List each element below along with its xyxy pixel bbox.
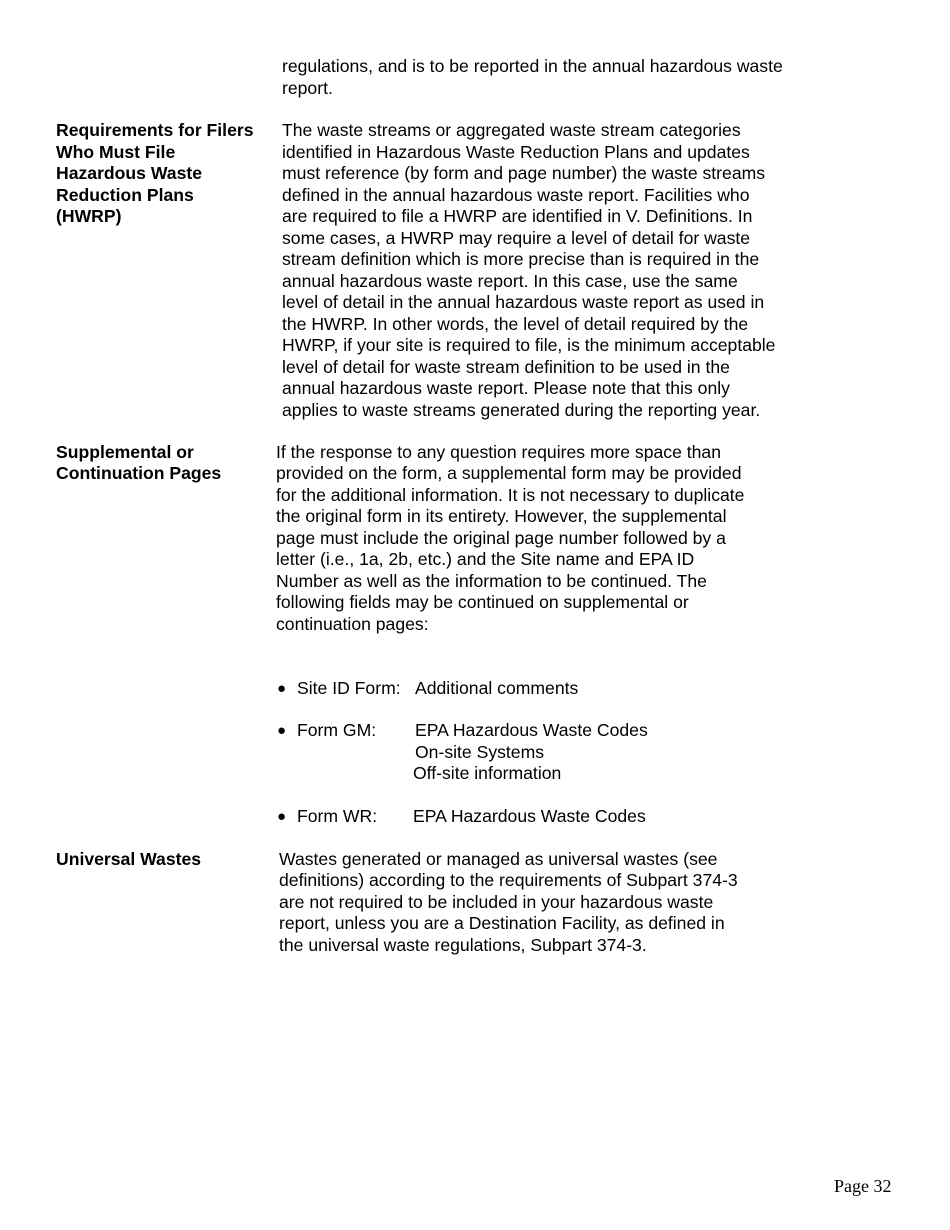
bullet-value: Additional comments — [415, 678, 579, 698]
supplemental-body-line: If the response to any question requires more space than — [276, 442, 721, 462]
universal-body-line: report, unless you are a Destination Facility, as defined in — [279, 913, 725, 933]
hwrp-body-line: annual hazardous waste report. In this case, use the same — [282, 271, 738, 291]
bullet-label: Site ID Form: — [297, 678, 401, 698]
supplemental-body-line: following fields may be continued on supplemental or — [276, 592, 689, 612]
bullet-value: On-site Systems — [415, 742, 545, 762]
supplemental-body-line: for the additional information. It is not necessary to duplicate — [276, 485, 745, 505]
supplemental-heading-line: Supplemental or — [56, 442, 194, 462]
hwrp-body-line: are required to file a HWRP are identified in V. Definitions. In — [282, 206, 753, 226]
supplemental-body-line: the original form in its entirety. However, the supplemental — [276, 506, 727, 526]
supplemental-body-line: provided on the form, a supplemental form may be provided — [276, 463, 742, 483]
hwrp-body-line: applies to waste streams generated during the reporting year. — [282, 400, 761, 420]
hwrp-body-line: identified in Hazardous Waste Reduction Plans and updates — [282, 142, 750, 162]
hwrp-body-line: defined in the annual hazardous waste report. Facilities who — [282, 185, 750, 205]
hwrp-heading-line: Reduction Plans — [56, 185, 194, 205]
universal-body-line: Wastes generated or managed as universal wastes (see — [279, 849, 718, 869]
universal-body-line: the universal waste regulations, Subpart 374-3. — [279, 935, 647, 955]
hwrp-body-line: annual hazardous waste report. Please note that this only — [282, 378, 730, 398]
hwrp-body-line: level of detail for waste stream definition to be used in the — [282, 357, 730, 377]
bullet-value: EPA Hazardous Waste Codes — [413, 806, 646, 826]
hwrp-heading-line: (HWRP) — [56, 206, 122, 226]
hwrp-body-line: the HWRP. In other words, the level of detail required by the — [282, 314, 749, 334]
universal-heading-line: Universal Wastes — [56, 849, 202, 869]
universal-body-line: are not required to be included in your hazardous waste — [279, 892, 714, 912]
bullet-dot-icon: ● — [277, 808, 287, 825]
bullet-value: Off-site information — [413, 763, 562, 783]
hwrp-body-line: The waste streams or aggregated waste stream categories — [282, 120, 741, 140]
bullet-dot-icon: ● — [277, 722, 287, 739]
hwrp-heading-line: Who Must File — [56, 142, 176, 162]
continuation-line: regulations, and is to be reported in the annual hazardous waste — [282, 56, 783, 76]
bullet-label: Form GM: — [297, 720, 377, 740]
supplemental-body-line: continuation pages: — [276, 614, 429, 634]
hwrp-body-line: HWRP, if your site is required to file, is the minimum acceptable — [282, 335, 776, 355]
hwrp-body-line: some cases, a HWRP may require a level of detail for waste — [282, 228, 751, 248]
bullet-value: EPA Hazardous Waste Codes — [415, 720, 648, 740]
bullet-dot-icon: ● — [277, 680, 287, 697]
bullet-label: Form WR: — [297, 806, 378, 826]
supplemental-body-line: page must include the original page number followed by a — [276, 528, 726, 548]
supplemental-body-line: Number as well as the information to be continued. The — [276, 571, 707, 591]
hwrp-heading-line: Requirements for Filers — [56, 120, 254, 140]
hwrp-heading-line: Hazardous Waste — [56, 163, 202, 183]
supplemental-heading-line: Continuation Pages — [56, 463, 222, 483]
universal-body-line: definitions) according to the requirements of Subpart 374-3 — [279, 870, 738, 890]
continuation-line: report. — [282, 78, 333, 98]
hwrp-body-line: level of detail in the annual hazardous waste report as used in — [282, 292, 765, 312]
hwrp-body-line: must reference (by form and page number) the waste streams — [282, 163, 766, 183]
hwrp-body-line: stream definition which is more precise than is required in the — [282, 249, 760, 269]
page-number: Page 32 — [834, 1176, 892, 1196]
supplemental-body-line: letter (i.e., 1a, 2b, etc.) and the Site name and EPA ID — [276, 549, 695, 569]
